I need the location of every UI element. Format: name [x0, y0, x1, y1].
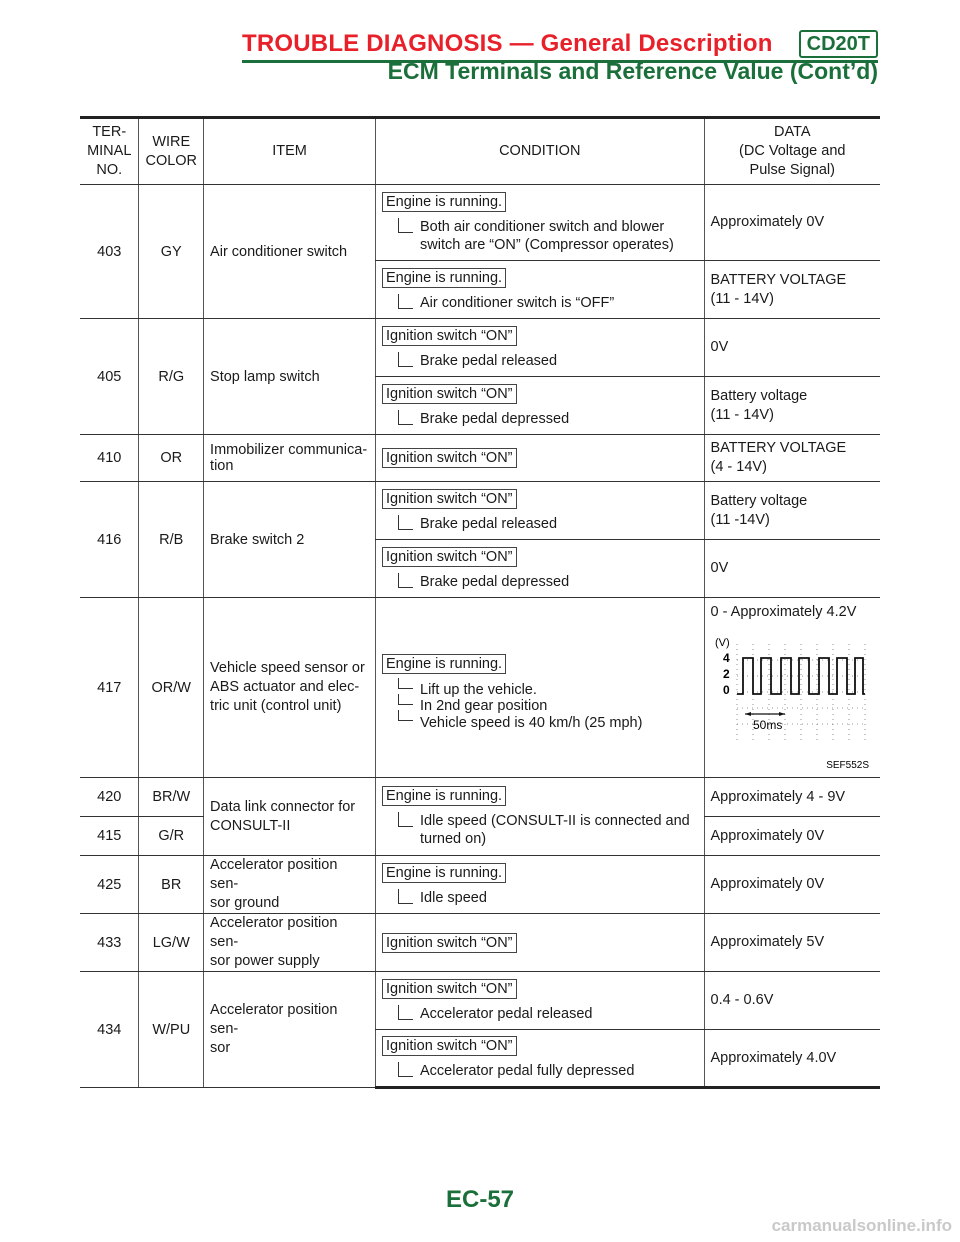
item-line: Accelerator position sen- — [210, 915, 338, 950]
condition-cell — [376, 1030, 705, 1088]
terminal-no: 403 — [80, 185, 139, 319]
table-header-row — [80, 118, 880, 185]
data-line: (11 - 14V) — [710, 406, 774, 423]
wire-color: R/B — [139, 482, 204, 598]
condition-cell — [376, 377, 705, 435]
col-wire-line: COLOR — [145, 152, 198, 169]
table-row — [80, 972, 880, 1030]
page-number: EC-57 — [445, 1186, 515, 1213]
condition-line: Brake pedal released — [420, 515, 558, 532]
item-line: tric unit (control unit) — [210, 698, 342, 714]
data-line: (11 -14V) — [710, 511, 770, 528]
item-line: sor power supply — [210, 953, 320, 969]
condition-box: Ignition switch “ON” — [382, 489, 517, 509]
data-line: Approximately 0V — [710, 214, 825, 230]
condition-line: Accelerator pedal released — [420, 1005, 593, 1022]
table-row — [80, 914, 880, 972]
data-cell — [704, 319, 880, 377]
waveform-level: 0 — [722, 683, 730, 697]
item-cell: Stop lamp switch — [204, 319, 376, 435]
pulse-waveform-figure — [711, 622, 873, 772]
item-line: ABS actuator and elec- — [210, 679, 360, 695]
waveform-period-label: 50ms — [752, 718, 782, 732]
terminal-no: 410 — [80, 435, 139, 482]
col-data-line: (DC Voltage and — [739, 143, 846, 159]
terminal-no: 405 — [80, 319, 139, 435]
data-line: 0 - Approximately 4.2V — [710, 604, 857, 620]
item-cell — [204, 598, 376, 778]
col-terminal-line: MINAL — [87, 143, 132, 159]
item-line: Immobilizer communica- — [210, 442, 368, 458]
header-subtitle: ECM Terminals and Reference Value (Cont’d) — [387, 58, 878, 84]
data-line: BATTERY VOLTAGE — [710, 440, 847, 456]
item-line: sor — [210, 1040, 231, 1056]
item-line: Accelerator position sen- — [210, 857, 338, 892]
item-line: Data link connector for — [210, 798, 356, 815]
table-row — [80, 482, 880, 540]
data-line: Battery voltage — [710, 492, 808, 509]
condition-sub — [382, 573, 698, 591]
condition-cell — [376, 540, 705, 598]
item-line: CONSULT-II — [210, 817, 291, 834]
condition-sub — [382, 1062, 698, 1080]
wire-color: OR — [139, 435, 204, 482]
condition-sub — [382, 515, 698, 533]
terminal-no: 420 — [80, 778, 139, 817]
data-cell — [704, 972, 880, 1030]
wire-color: G/R — [139, 817, 204, 856]
data-cell — [704, 377, 880, 435]
table-row — [80, 319, 880, 377]
wire-color: LG/W — [139, 914, 204, 972]
data-line: (4 - 14V) — [710, 459, 767, 475]
terminal-no: 416 — [80, 482, 139, 598]
col-terminal — [80, 118, 139, 185]
data-cell — [704, 914, 880, 972]
data-line: Battery voltage — [710, 387, 808, 404]
condition-box: Ignition switch “ON” — [382, 384, 517, 404]
data-line: BATTERY VOLTAGE — [710, 271, 847, 288]
condition-cell — [376, 482, 705, 540]
condition-line: Air conditioner switch is “OFF” — [420, 294, 615, 311]
condition-box: Ignition switch “ON” — [382, 933, 517, 953]
terminal-no: 433 — [80, 914, 139, 972]
table-row — [80, 856, 880, 914]
data-line: (11 - 14V) — [710, 290, 774, 307]
condition-box: Ignition switch “ON” — [382, 979, 517, 999]
condition-box: Ignition switch “ON” — [382, 326, 517, 346]
condition-line: In 2nd gear position — [420, 698, 548, 715]
condition-sub — [382, 889, 698, 907]
col-terminal-line: NO. — [96, 162, 123, 178]
condition-sub — [382, 812, 698, 848]
condition-sub — [382, 1005, 698, 1023]
wire-color: W/PU — [139, 972, 204, 1088]
data-line: Approximately 5V — [710, 934, 825, 950]
terminal-no: 415 — [80, 817, 139, 856]
terminal-no: 434 — [80, 972, 139, 1088]
condition-box: Engine is running. — [382, 863, 506, 883]
data-cell — [704, 856, 880, 914]
data-cell — [704, 1030, 880, 1088]
data-line: Approximately 4.0V — [710, 1049, 837, 1066]
condition-box: Engine is running. — [382, 654, 506, 674]
item-cell — [204, 914, 376, 972]
condition-sub — [382, 352, 698, 370]
item-cell — [204, 972, 376, 1088]
item-line: Vehicle speed sensor or — [210, 660, 365, 676]
data-line: 0V — [710, 339, 729, 355]
data-line: 0V — [710, 560, 729, 576]
col-terminal-line: TER- — [92, 124, 127, 140]
wire-color: BR/W — [139, 778, 204, 817]
col-data-line: DATA — [773, 124, 811, 140]
header-title: TROUBLE DIAGNOSIS — General Description — [242, 30, 773, 57]
condition-box: Engine is running. — [382, 268, 506, 288]
data-line: 0.4 - 0.6V — [710, 992, 774, 1008]
condition-box: Ignition switch “ON” — [382, 1036, 517, 1056]
col-data-line: Pulse Signal) — [749, 162, 835, 178]
item-cell — [204, 435, 376, 482]
data-cell — [704, 435, 880, 482]
terminals-table — [80, 116, 880, 1089]
terminal-no: 425 — [80, 856, 139, 914]
condition-box: Ignition switch “ON” — [382, 547, 517, 567]
table-row — [80, 598, 880, 778]
condition-line: switch are “ON” (Compressor operates) — [420, 236, 674, 253]
wire-color: GY — [139, 185, 204, 319]
condition-cell — [376, 856, 705, 914]
condition-line: Idle speed (CONSULT-II is connected and — [420, 812, 690, 829]
condition-line: Vehicle speed is 40 km/h (25 mph) — [420, 714, 643, 731]
item-line: sor ground — [210, 895, 280, 911]
waveform-level: 2 — [722, 667, 730, 681]
item-cell — [204, 778, 376, 856]
terminal-no: 417 — [80, 598, 139, 778]
condition-line: Brake pedal released — [420, 352, 558, 369]
condition-box: Ignition switch “ON” — [382, 448, 517, 468]
condition-cell — [376, 914, 705, 972]
watermark: carmanualsonline.info — [771, 1216, 952, 1235]
condition-cell — [376, 778, 705, 856]
condition-line: Brake pedal depressed — [420, 410, 570, 427]
table-row — [80, 435, 880, 482]
wire-color: BR — [139, 856, 204, 914]
col-wire — [139, 118, 204, 185]
col-data — [704, 118, 880, 185]
condition-cell — [376, 598, 705, 778]
item-line: Accelerator position sen- — [210, 1002, 338, 1037]
condition-cell — [376, 435, 705, 482]
data-cell — [704, 482, 880, 540]
item-cell: Brake switch 2 — [204, 482, 376, 598]
figure-id: SEF552S — [825, 760, 869, 771]
item-cell — [204, 856, 376, 914]
data-cell — [704, 778, 880, 817]
col-wire-line: WIRE — [152, 133, 191, 150]
data-line: Approximately 4 - 9V — [710, 788, 846, 805]
condition-line: turned on) — [420, 830, 487, 847]
waveform-unit: (V) — [714, 637, 730, 649]
condition-cell — [376, 261, 705, 319]
data-line: Approximately 0V — [710, 876, 825, 892]
table-row — [80, 185, 880, 261]
data-cell — [704, 185, 880, 261]
condition-box: Engine is running. — [382, 192, 506, 212]
data-cell — [704, 817, 880, 856]
condition-line: Both air conditioner switch and blower — [420, 218, 665, 235]
col-condition: CONDITION — [376, 118, 705, 185]
condition-box: Engine is running. — [382, 786, 506, 806]
waveform-level: 4 — [722, 651, 730, 665]
data-cell — [704, 261, 880, 319]
condition-line: Idle speed — [420, 889, 487, 906]
condition-cell — [376, 185, 705, 261]
condition-cell — [376, 319, 705, 377]
wire-color: OR/W — [139, 598, 204, 778]
item-cell: Air conditioner switch — [204, 185, 376, 319]
condition-cell — [376, 972, 705, 1030]
condition-sub — [382, 294, 698, 312]
data-cell — [704, 540, 880, 598]
table-row — [80, 778, 880, 817]
condition-sub — [382, 410, 698, 428]
condition-line: Lift up the vehicle. — [420, 681, 537, 698]
waveform-trace — [737, 658, 865, 694]
header-badge: CD20T — [799, 30, 878, 58]
data-line: Approximately 0V — [710, 827, 825, 844]
condition-sub — [382, 682, 698, 732]
condition-line: Accelerator pedal fully depressed — [420, 1063, 635, 1079]
condition-line: Brake pedal depressed — [420, 573, 570, 590]
data-cell — [704, 598, 880, 778]
condition-sub — [382, 218, 698, 254]
col-item: ITEM — [204, 118, 376, 185]
item-line: tion — [210, 458, 234, 474]
wire-color: R/G — [139, 319, 204, 435]
